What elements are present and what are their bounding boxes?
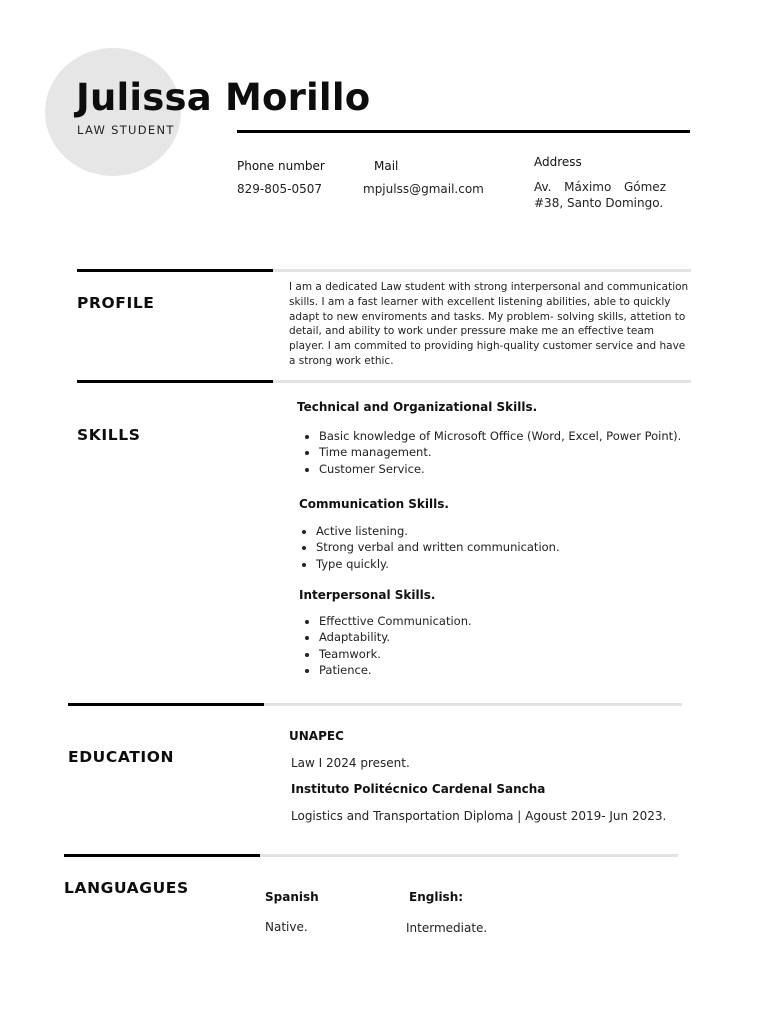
languages-rule-black: [64, 854, 260, 857]
profile-text: I am a dedicated Law student with strong interpersonal and communication skills. I am a fast learner with excellent listening abilities, able to quickly adapt to new enviroments and tasks. My problem- solving skills, attetion to detail, and ability to work under pressure make me an effective team player. I am commited to providing high-quality customer service and have a strong work ethic.: [289, 281, 689, 367]
list-item: • Active listening.: [316, 523, 560, 539]
address-label: Address: [534, 155, 582, 169]
mail-value: mpjulss@gmail.com: [363, 182, 484, 196]
list-item: • Customer Service.: [319, 461, 681, 477]
education-detail: Logistics and Transportation Diploma | Agoust 2019- Jun 2023.: [291, 809, 667, 823]
resume-job-title: LAW STUDENT: [77, 123, 175, 137]
list-item: • Strong verbal and written communication.: [316, 539, 560, 555]
mail-label: Mail: [374, 159, 399, 173]
education-heading: EDUCATION: [68, 748, 175, 766]
skills-rule-grey: [273, 380, 691, 383]
skills-group-title: Technical and Organizational Skills.: [297, 400, 538, 414]
list-item: • Effecttive Communication.: [319, 613, 472, 629]
skills-heading: SKILLS: [77, 426, 141, 444]
skills-group-title: Interpersonal Skills.: [299, 588, 436, 602]
header-divider: [237, 130, 690, 133]
list-item: • Type quickly.: [316, 556, 560, 572]
language-level: Native.: [265, 920, 308, 934]
skills-group-title: Communication Skills.: [299, 497, 449, 511]
skills-rule-black: [77, 380, 273, 383]
skills-list: [302, 613, 472, 678]
address-value: Av. Máximo Gómez #38, Santo Domingo.: [534, 180, 666, 210]
languages-heading: LANGUAGUES: [64, 879, 189, 897]
resume-name: Julissa Morillo: [76, 76, 371, 119]
phone-value: 829-805-0507: [237, 182, 323, 196]
language-name: English:: [409, 890, 464, 904]
languages-rule-grey: [260, 854, 678, 857]
skills-list: [302, 428, 681, 477]
list-item: • Teamwork.: [319, 646, 472, 662]
list-item: • Time management.: [319, 444, 681, 460]
skills-list: [299, 523, 560, 572]
education-rule-grey: [264, 703, 682, 706]
language-name: Spanish: [265, 890, 319, 904]
list-item: • Adaptability.: [319, 629, 472, 645]
list-item: • Patience.: [319, 662, 472, 678]
language-level: Intermediate.: [406, 921, 488, 935]
education-detail: Law I 2024 present.: [291, 756, 410, 770]
list-item: • Basic knowledge of Microsoft Office (Word, Excel, Power Point).: [319, 428, 681, 444]
profile-rule-black: [77, 269, 273, 272]
profile-heading: PROFILE: [77, 294, 155, 312]
education-rule-black: [68, 703, 264, 706]
profile-rule-grey: [273, 269, 691, 272]
education-school: UNAPEC: [289, 729, 344, 743]
education-school: Instituto Politécnico Cardenal Sancha: [291, 782, 546, 796]
phone-label: Phone number: [237, 159, 325, 173]
